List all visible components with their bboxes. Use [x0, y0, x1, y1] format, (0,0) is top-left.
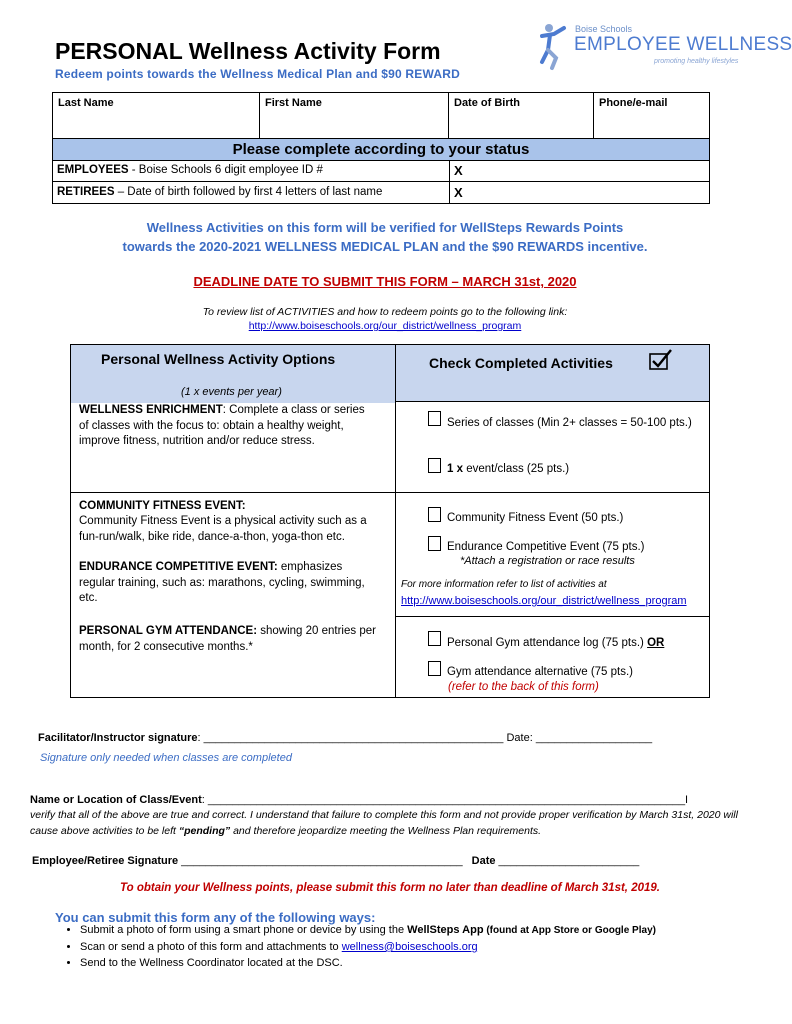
wellness-program-link[interactable]: http://www.boiseschools.org/our_district/wellness_program — [248, 320, 522, 332]
gym-log-option: Personal Gym attendance log (75 pts.) OR — [447, 637, 665, 649]
verify-notice-line2: towards the 2020-2021 WELLNESS MEDICAL PLAN and the $90 REWARDS incentive. — [122, 239, 648, 254]
gym-alternative-option: Gym attendance alternative (75 pts.) — [447, 666, 634, 678]
facilitator-signature-field[interactable]: : _________________________________________________ — [197, 732, 504, 744]
list-item: • Scan or send a photo of this form and attachments to wellness@boiseschools.org — [80, 939, 656, 955]
employee-date-label: Date — [471, 855, 496, 867]
activity-options-heading: Personal Wellness Activity Options — [101, 351, 336, 367]
gym-attendance-desc: PERSONAL GYM ATTENDANCE: showing 20 entries per month, for 2 consecutive months.* — [79, 625, 376, 653]
phone-email-label: Phone/e-mail — [599, 97, 668, 109]
date-of-birth-field[interactable] — [449, 93, 594, 140]
last-name-label: Last Name — [58, 97, 114, 109]
class-name-field[interactable]: : ______________________________________________________________________________I — [201, 794, 689, 806]
retirees-label: RETIREES — [57, 186, 115, 198]
verify-notice-line1: Wellness Activities on this form will be verified for WellSteps Rewards Points — [146, 220, 624, 235]
verification-statement: verify that all of the above are true and correct. I understand that failure to complete this form and not provide proper verification by March 31st, 2020 will cause above activities to be left “pending” and therefore jeopardize meeting the Wellness Plan requirements. — [30, 809, 738, 837]
facilitator-signature-line — [38, 732, 652, 744]
employees-row — [52, 160, 710, 182]
refer-back-note: (refer to the back of this form) — [448, 681, 599, 693]
community-fitness-checkbox[interactable] — [428, 507, 441, 522]
series-classes-checkbox[interactable] — [428, 411, 441, 426]
review-text: To review list of ACTIVITIES and how to redeem points go to the following link: — [202, 306, 568, 318]
status-heading: Please complete according to your status — [52, 138, 710, 161]
submission-ways-heading: You can submit this form any of the following ways: — [55, 910, 376, 925]
personal-info-table — [52, 92, 710, 140]
one-event-checkbox[interactable] — [428, 458, 441, 473]
community-fitness-option: Community Fitness Event (50 pts.) — [447, 512, 624, 524]
more-info-text: For more information refer to list of activities at — [401, 579, 607, 590]
employees-label: EMPLOYEES — [57, 164, 129, 176]
employee-signature-label: Employee/Retiree Signature — [32, 855, 179, 867]
employee-wellness-logo — [536, 22, 792, 72]
date-of-birth-label: Date of Birth — [454, 97, 520, 109]
retirees-text: – Date of birth followed by first 4 letters of last name — [114, 186, 383, 198]
retiree-id-field[interactable]: X — [454, 185, 463, 200]
submission-ways-list — [60, 922, 656, 971]
first-name-label: First Name — [265, 97, 322, 109]
community-fitness-desc: Community Fitness Event is a physical activity such as a fun-run/walk, bike ride, dance-a-thon, yoga-thon etc. — [79, 515, 367, 543]
employee-signature-field[interactable]: ______________________________________________ — [178, 855, 463, 867]
class-name-line — [30, 794, 688, 806]
community-fitness-title: COMMUNITY FITNESS EVENT: — [79, 500, 246, 512]
list-item: • Send to the Wellness Coordinator located at the DSC. — [80, 955, 656, 971]
checkbox-checked-icon — [649, 349, 673, 371]
runner-figure-icon — [536, 22, 572, 72]
form-subtitle: Redeem points towards the Wellness Medical Plan and $90 REWARD — [55, 67, 460, 81]
more-info-link[interactable]: http://www.boiseschools.org/our_district/wellness_program — [401, 595, 687, 607]
facilitator-date-field[interactable]: Date: ___________________ — [503, 732, 653, 744]
deadline-notice: DEADLINE DATE TO SUBMIT THIS FORM – MARCH 31st, 2020 — [193, 274, 577, 289]
logo-tagline: promoting healthy lifestyles — [654, 58, 739, 65]
endurance-event-checkbox[interactable] — [428, 536, 441, 551]
phone-email-field[interactable] — [594, 93, 710, 140]
attach-results-note: *Attach a registration or race results — [460, 555, 635, 567]
last-name-field[interactable] — [53, 93, 260, 140]
employee-signature-line — [32, 855, 639, 867]
first-name-field[interactable] — [260, 93, 449, 140]
logo-small-text: Boise Schools — [575, 24, 633, 34]
endurance-event-desc: ENDURANCE COMPETITIVE EVENT: emphasizes regular training, such as: marathons, cycling, swimming, etc. — [79, 561, 365, 604]
class-name-label: Name or Location of Class/Event — [30, 794, 202, 806]
wellness-enrichment-desc: WELLNESS ENRICHMENT: Complete a class or series of classes with the focus to: obtain a healthy weight, improve fitness, nutrition and/or reduce stress. — [79, 404, 365, 447]
check-completed-heading: Check Completed Activities — [429, 355, 613, 371]
frequency-note: (1 x events per year) — [181, 386, 282, 398]
facilitator-signature-label: Facilitator/Instructor signature — [38, 732, 198, 744]
employees-text: - Boise Schools 6 digit employee ID # — [128, 164, 323, 176]
series-classes-option: Series of classes (Min 2+ classes = 50-100 pts.) — [447, 417, 692, 429]
activities-table — [70, 344, 710, 698]
gym-log-checkbox[interactable] — [428, 631, 441, 646]
employee-date-field[interactable]: _______________________ — [495, 855, 640, 867]
employee-id-field[interactable]: X — [454, 163, 463, 178]
list-item: • Submit a photo of form using a smart phone or device by using the WellSteps App (found at App Store or Google Play) — [80, 922, 656, 939]
one-event-option: 1 x event/class (25 pts.) — [447, 463, 570, 475]
gym-alternative-checkbox[interactable] — [428, 661, 441, 676]
submission-deadline-note: To obtain your Wellness points, please submit this form no later than deadline of March 31st, 2019. — [120, 882, 660, 894]
endurance-event-option: Endurance Competitive Event (75 pts.) — [447, 541, 645, 553]
form-title: PERSONAL Wellness Activity Form — [55, 38, 441, 64]
logo-title: EMPLOYEE WELLNESS — [574, 34, 792, 55]
retirees-row — [52, 182, 710, 204]
signature-note: Signature only needed when classes are completed — [40, 752, 292, 764]
wellness-email-link[interactable]: wellness@boiseschools.org — [341, 941, 478, 953]
